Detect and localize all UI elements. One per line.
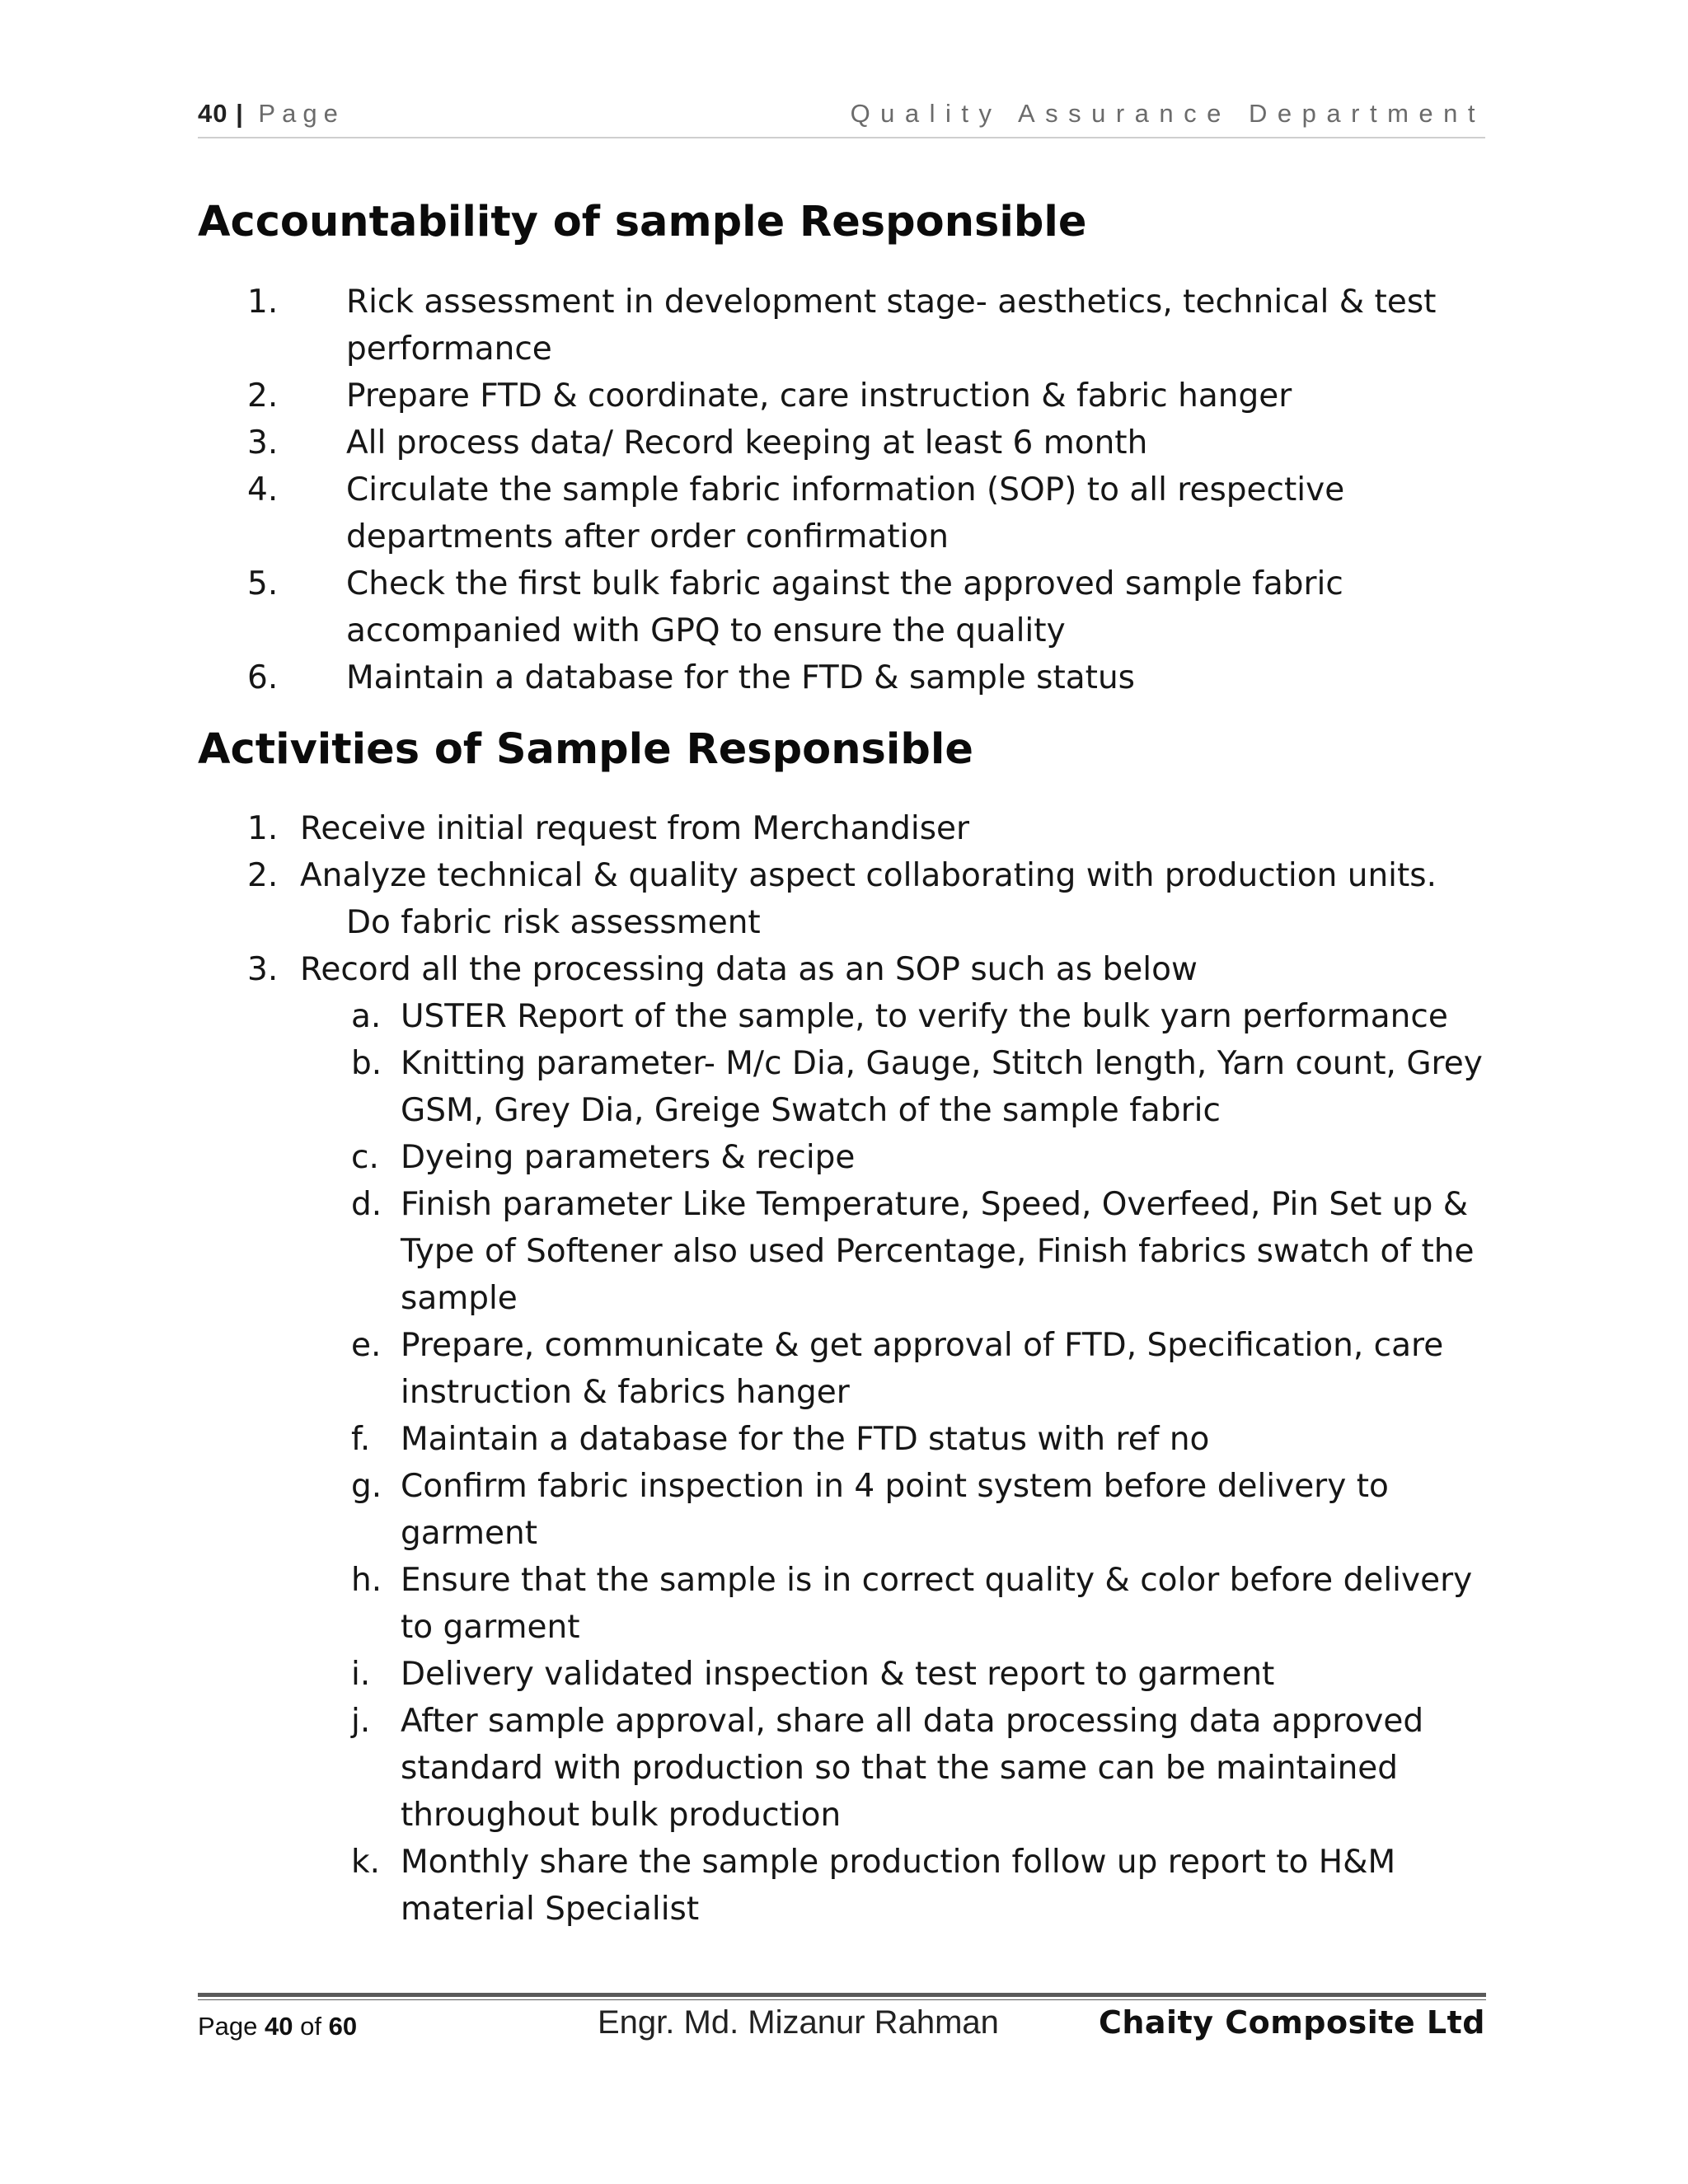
list-item-text: All process data/ Record keeping at least 6 month [346, 424, 1148, 462]
header-page-indicator [198, 99, 345, 129]
sublist-item [302, 1839, 1492, 1933]
sublist-item [302, 1463, 1492, 1557]
sublist-item-letter: b. [351, 1045, 382, 1082]
sublist-item [302, 1181, 1492, 1322]
list-item-number: 1. [247, 810, 279, 847]
list-item-number: 2. [247, 857, 279, 894]
list-item-number: 5. [247, 565, 279, 602]
list-item [198, 419, 1484, 466]
header-page-number: 40 [198, 99, 228, 128]
list-item-text: Prepare FTD & coordinate, care instruction & fabric hanger [346, 377, 1292, 415]
list-item-number: 6. [247, 659, 279, 696]
sublist-item-letter: j. [351, 1703, 371, 1740]
sublist-item-text: Confirm fabric inspection in 4 point system before delivery to garment [401, 1468, 1389, 1552]
footer-divider-thin [198, 1999, 1486, 2000]
sublist-item-text: After sample approval, share all data processing data approved standard with production so that the same can be maintained throughout bulk production [401, 1703, 1424, 1834]
sublist-item [302, 1322, 1492, 1416]
sublist-item-letter: i. [351, 1656, 371, 1693]
list-item-number: 3. [247, 424, 279, 462]
footer-author: Engr. Md. Mizanur Rahman [598, 2004, 999, 2041]
sublist-item-letter: h. [351, 1562, 382, 1599]
list-item-number: 4. [247, 471, 279, 509]
list-item-number: 3. [247, 951, 279, 988]
section-title-accountability: Accountability of sample Responsible [198, 198, 1087, 246]
footer-company: Chaity Composite Ltd [1098, 2004, 1485, 2041]
footer-current-page: 40 [265, 2012, 293, 2041]
header-department: Quality Assurance Department [850, 99, 1485, 128]
sublist-item-text: Prepare, communicate & get approval of FTD, Specification, care instruction & fabrics hanger [401, 1327, 1444, 1411]
header-separator: | [236, 99, 244, 128]
sublist-item-text: Finish parameter Like Temperature, Speed, Overfeed, Pin Set up & Type of Softener also used Percentage, Finish fabrics swatch of the sample [401, 1186, 1475, 1317]
sublist-item-letter: d. [351, 1186, 382, 1223]
sublist-item-text: Ensure that the sample is in correct quality & color before delivery to garment [401, 1562, 1473, 1646]
page-header [198, 97, 1485, 137]
sublist-item-letter: f. [351, 1421, 371, 1458]
sublist-item-letter: a. [351, 998, 382, 1035]
sublist-item-letter: k. [351, 1844, 380, 1881]
sublist-item [302, 1040, 1492, 1134]
header-page-label: Page [258, 99, 345, 128]
sublist-item [302, 1134, 1492, 1181]
sublist-item-text: Maintain a database for the FTD status with ref no [401, 1421, 1210, 1458]
footer-page-word: Page [198, 2012, 258, 2041]
sublist-item-text: USTER Report of the sample, to verify the bulk yarn performance [401, 998, 1448, 1035]
sublist-item-text: Monthly share the sample production follow up report to H&M material Specialist [401, 1844, 1396, 1928]
section-title-activities: Activities of Sample Responsible [198, 725, 973, 774]
sublist-item [302, 993, 1492, 1040]
list-item-text: Analyze technical & quality aspect collaborating with production units. [300, 857, 1437, 894]
list-item [198, 654, 1484, 701]
sublist-item [302, 1651, 1492, 1698]
footer-total-pages: 60 [328, 2012, 358, 2041]
header-divider [198, 137, 1485, 138]
sublist-item [302, 1416, 1492, 1463]
list-item-number: 1. [247, 284, 279, 321]
activities-list [198, 805, 1492, 1933]
accountability-list [198, 279, 1484, 701]
list-item-text: Receive initial request from Merchandiser [300, 810, 970, 847]
list-item-number: 2. [247, 377, 279, 415]
list-item-text: Maintain a database for the FTD & sample status [346, 659, 1136, 696]
footer-page-count [198, 2012, 357, 2041]
sublist-item [302, 1698, 1492, 1839]
list-item-subtext: Do fabric risk assessment [346, 904, 761, 941]
list-item-text: Record all the processing data as an SOP such as below [300, 951, 1198, 988]
list-item [198, 373, 1484, 419]
footer-divider-thick [198, 1993, 1486, 1997]
list-item [198, 279, 1484, 373]
sublist-item-text: Delivery validated inspection & test report to garment [401, 1656, 1275, 1693]
sop-sublist [300, 993, 1492, 1933]
footer-of-word: of [300, 2012, 321, 2041]
list-item [198, 805, 1492, 852]
list-item-text: Rick assessment in development stage- aesthetics, technical & test performance [346, 284, 1437, 368]
sublist-item-letter: c. [351, 1139, 379, 1176]
sublist-item-text: Knitting parameter- M/c Dia, Gauge, Stitch length, Yarn count, Grey GSM, Grey Dia, Greige Swatch of the sample fabric [401, 1045, 1483, 1129]
sublist-item-text: Dyeing parameters & recipe [401, 1139, 856, 1176]
sublist-item [302, 1557, 1492, 1651]
list-item [198, 560, 1484, 654]
list-item-text: Circulate the sample fabric information (SOP) to all respective departments after order confirmation [346, 471, 1345, 555]
sublist-item-letter: g. [351, 1468, 382, 1505]
list-item [198, 466, 1484, 560]
list-item [198, 852, 1492, 946]
list-item [198, 946, 1492, 1933]
list-item-text: Check the first bulk fabric against the approved sample fabric accompanied with GPQ to ensure the quality [346, 565, 1343, 649]
sublist-item-letter: e. [351, 1327, 382, 1364]
